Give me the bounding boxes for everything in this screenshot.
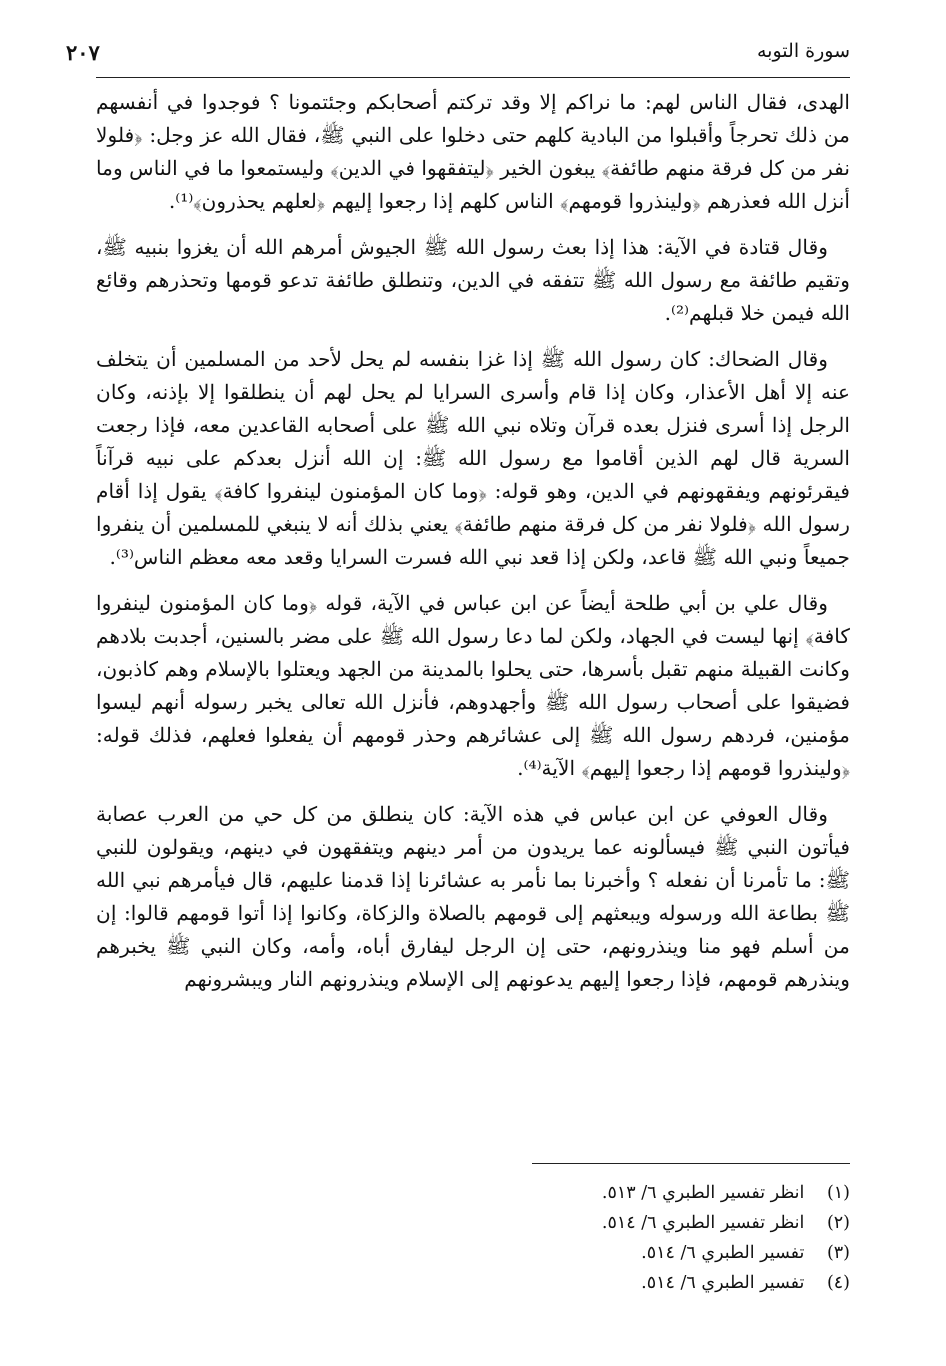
paragraph: الهدى، فقال الناس لهم: ما نراكم إلا وقد تركتم أصحابكم وجئتمونا ؟ فوجدوا في أنفسهم من ذلك تحرجاً وأقبلوا من البادية كلهم حتى دخلوا على النبي ﷺ، فقال الله عز وجل: ﴿فلولا نفر من كل فرقة منهم طائفة﴾ يبغون الخير ﴿ليتفقهوا في الدين﴾ وليستمعوا ما في الناس وما أنزل الله فعذرهم ﴿ولينذروا قومهم﴾ الناس كلهم إذا رجعوا إليهم ﴿لعلهم يحذرون﴾⁽¹⁾. (96, 90, 850, 213)
footnote-number: (٤) (826, 1273, 850, 1293)
footnote (300, 1208, 850, 1238)
footnote (300, 1238, 850, 1268)
header-rule (96, 77, 850, 78)
page-number: ٢٠٧ (66, 40, 100, 65)
paragraph: وقال الضحاك: كان رسول الله ﷺ إذا غزا بنفسه لم يحل لأحد من المسلمين أن يتخلف عنه إلا أهل الأعذار، وكان إذا قام وأسرى السرايا لم يحل لهم أن ينطلقوا إلا بإذنه، وكان الرجل إذا أسرى فنزل بعده قرآن وتلاه نبي الله ﷺ على أصحابه القاعدين معه، فإذا رجعت السرية قال لهم الذين أقاموا مع رسول الله ﷺ: إن الله أنزل بعدكم على نبيه قرآناً فيقرئونهم ويفقهونهم في الدين، وهو قوله: ﴿وما كان المؤمنون لينفروا كافة﴾ يقول إذا أقام رسول الله ﴿فلولا نفر من كل فرقة منهم طائفة﴾ يعني بذلك أنه لا ينبغي للمسلمين أن ينفروا جميعاً ونبي الله ﷺ قاعد، ولكن إذا قعد نبي الله فسرت السرايا وقعد معه معظم الناس⁽³⁾. (96, 347, 850, 569)
footnote-number: (٣) (826, 1243, 850, 1263)
footnotes (300, 1178, 850, 1298)
page-header (66, 38, 850, 72)
footnote-number: (١) (826, 1183, 850, 1203)
footnote-text: انظر تفسير الطبري ٦/ ٥١٤. (601, 1213, 805, 1233)
paragraph: وقال العوفي عن ابن عباس في هذه الآية: كان ينطلق من كل حي من العرب عصابة فيأتون النبي ﷺ فيسألونه عما يريدون من أمر دينهم ويتفقهون في دينهم، ويقولون للنبي ﷺ: ما تأمرنا أن نفعله ؟ وأخبرنا بما نأمر به عشائرنا إذا قدمنا عليهم، قال فيأمرهم نبي الله ﷺ بطاعة الله ورسوله ويبعثهم إلى قومهم بالصلاة والزكاة، وكانوا إذا أتوا قومهم قالوا: إن من أسلم فهو منا وينذرونهم، حتى إن الرجل ليفارق أباه، وأمه، وكان النبي ﷺ يخبرهم وينذرهم قومهم، فإذا رجعوا إليهم يدعونهم إلى الإسلام وينذرونهم النار ويبشرونهم (96, 802, 850, 991)
footnote-rule (532, 1163, 850, 1164)
footnote-text: انظر تفسير الطبري ٦/ ٥١٣. (601, 1183, 805, 1203)
running-head: سورة التوبه (757, 40, 850, 62)
footnote (300, 1268, 850, 1298)
footnote-text: تفسير الطبري ٦/ ٥١٤. (641, 1243, 805, 1263)
footnote (300, 1178, 850, 1208)
paragraph: وقال علي بن أبي طلحة أيضاً عن ابن عباس في الآية، قوله ﴿وما كان المؤمنون لينفروا كافة﴾ إنها ليست في الجهاد، ولكن لما دعا رسول الله ﷺ على مضر بالسنين، أجدبت بلادهم وكانت القبيلة منهم تقبل بأسرها، حتى يحلوا بالمدينة من الجهد ويعتلوا بالإسلام وهم كاذبون، فضيقوا على أصحاب رسول الله ﷺ وأجهدوهم، فأنزل الله تعالى يخبر رسوله أنهم ليسوا مؤمنين، فردهم رسول الله ﷺ إلى عشائرهم وحذر قومهم أن يفعلوا فعلهم، فذلك قوله: ﴿ولينذروا قومهم إذا رجعوا إليهم﴾ الآية⁽⁴⁾. (96, 591, 850, 780)
paragraph: وقال قتادة في الآية: هذا إذا بعث رسول الله ﷺ الجيوش أمرهم الله أن يغزوا بنبيه ﷺ، وتقيم طائفة مع رسول الله ﷺ تتفقه في الدين، وتنطلق طائفة تدعو قومها وتحذرهم وقائع الله فيمن خلا قبلهم⁽²⁾. (96, 235, 850, 325)
main-text (96, 86, 850, 1009)
footnote-number: (٢) (826, 1213, 850, 1233)
footnote-text: تفسير الطبري ٦/ ٥١٤. (641, 1273, 805, 1293)
